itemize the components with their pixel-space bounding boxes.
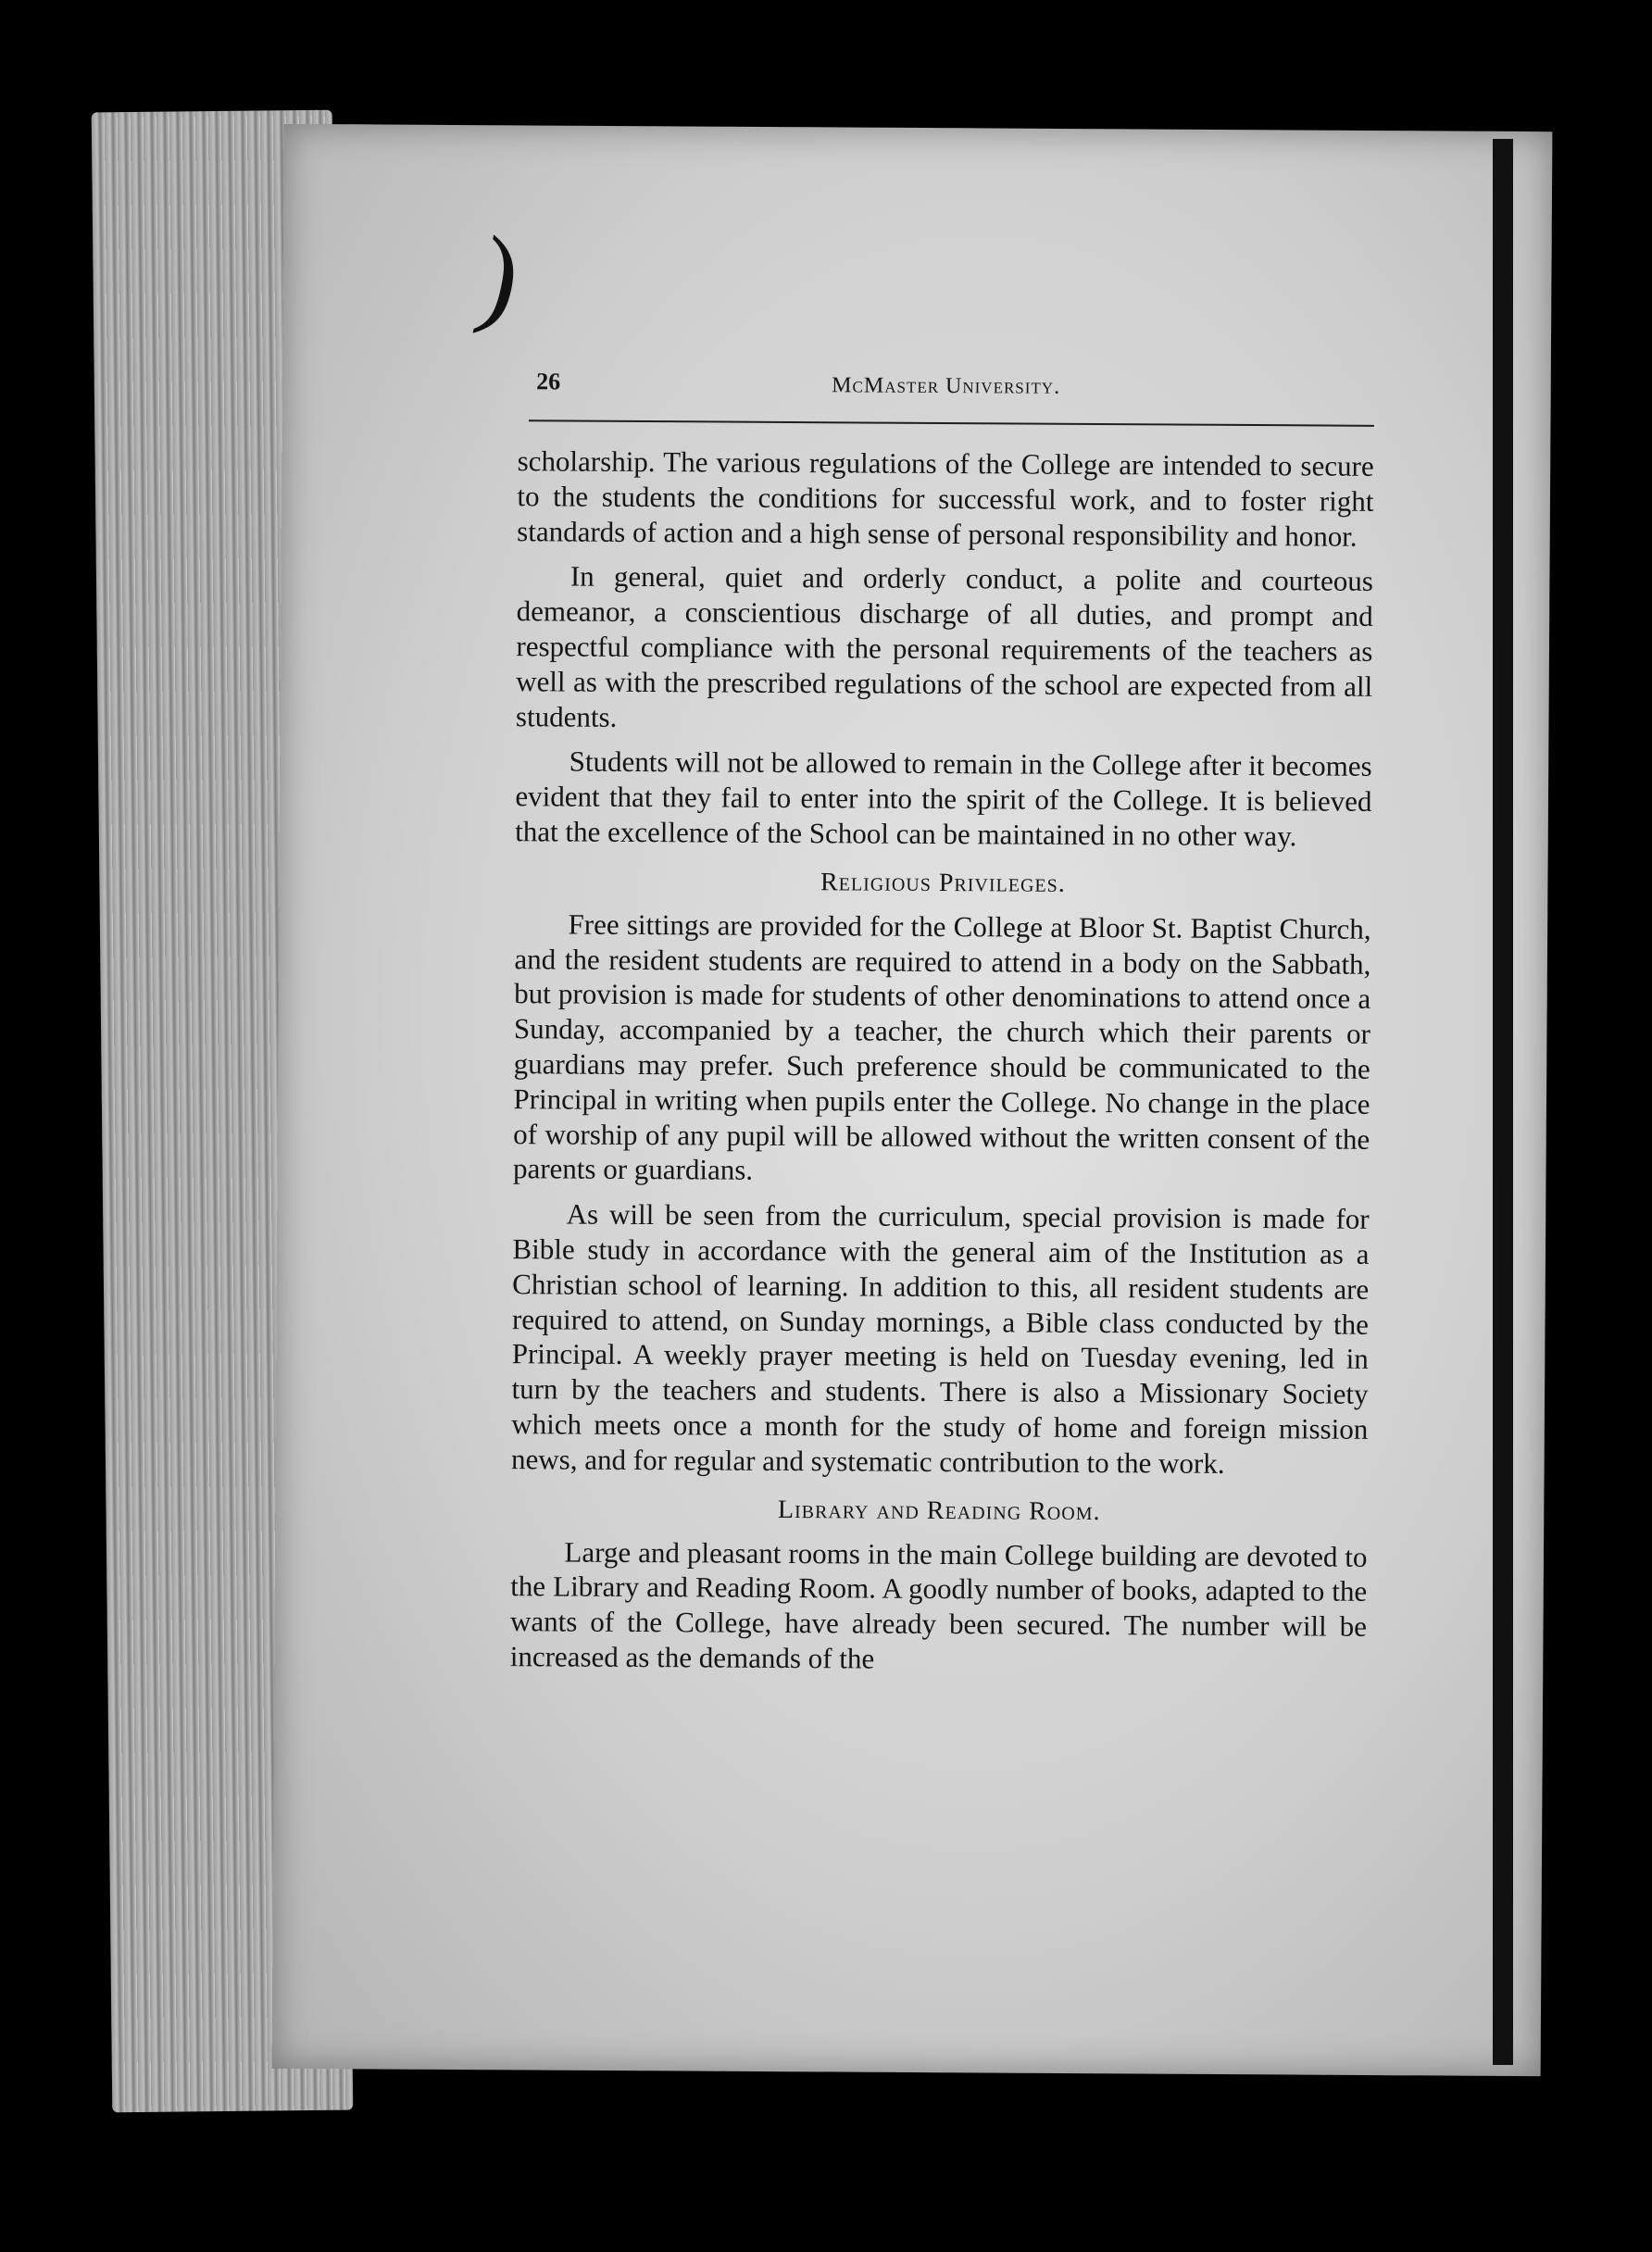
book-gutter (1493, 139, 1513, 2065)
page-header (518, 360, 1374, 421)
running-head: McMaster University. (832, 373, 1061, 399)
body-paragraph: Large and pleasant rooms in the main College building are devoted to the Library and Reading Room. A goodly number of books, adapted to the wants of the College, have already been secured. The number will be increased as the demands of the (509, 1535, 1368, 1675)
body-paragraph: Students will not be allowed to remain in the College after it becomes evident that they fail to enter into the spirit of the College. It is believed that the excellence of the School can be maintained in no other way. (515, 744, 1372, 853)
body-paragraph: scholarship. The various regulations of the College are intended to secure to the students the conditions for successful work, and to foster right standards of action and a high sense of personal responsibility and honor. (517, 444, 1374, 553)
stray-pen-mark: ) (469, 212, 532, 341)
header-rule (529, 419, 1374, 427)
page-number: 26 (536, 368, 561, 395)
body-paragraph: Free sittings are provided for the College at Bloor St. Baptist Church, and the resident students are required to attend in a body on the Sabbath, but provision is made for students of other denominations to attend once a Sunday, accompanied by a teacher, the church which their parents or guardians may prefer. Such preference should be communicated to the Principal in writing when pupils enter the College. No change in the place of worship of any pupil will be allowed without the written consent of the parents or guardians. (512, 907, 1371, 1187)
section-heading-library-reading-room: Library and Reading Room. (777, 1495, 1101, 1526)
page-content (510, 360, 1375, 1679)
body-paragraph: In general, quiet and orderly conduct, a polite and courteous demeanor, a conscientious discharge of all duties, and prompt and respectful compliance with the personal requirements of the teachers as well as with the prescribed regulations of the school are expected from all students. (515, 559, 1374, 733)
section-heading-religious-privileges: Religious Privileges. (820, 867, 1066, 898)
body-paragraph: As will be seen from the curriculum, special provision is made for Bible study in accordance with the general aim of the Institution as a Christian school of learning. In addition to this, all resident students are required to attend, on Sunday mornings, a Bible class conducted by the Principal. A weekly prayer meeting is held on Tuesday evening, led in turn by the teachers and students. There is also a Missionary Society which meets once a month for the study of home and foreign mission news, and for regular and systematic contribution to the work. (510, 1197, 1370, 1480)
